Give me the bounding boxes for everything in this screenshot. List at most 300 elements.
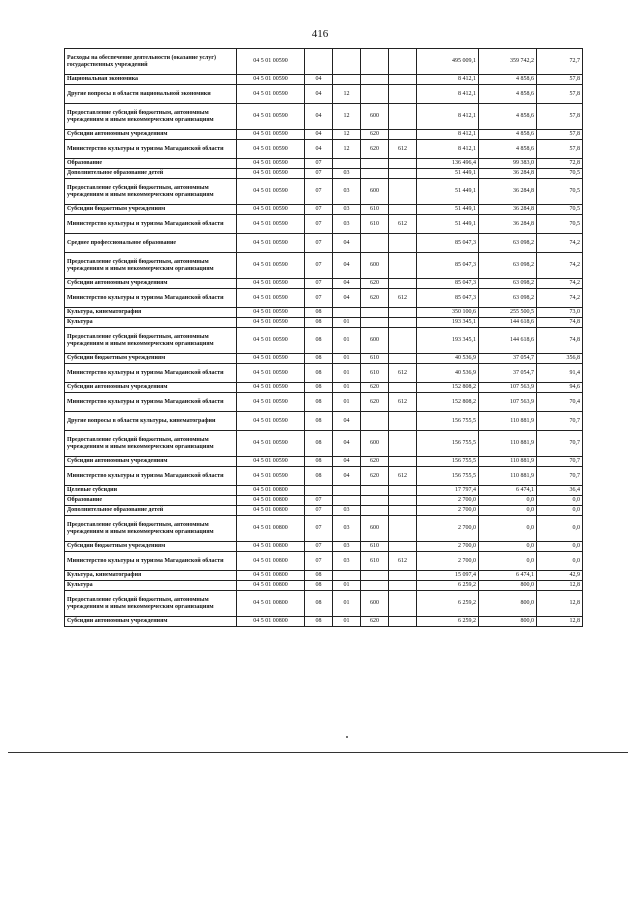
administrator-code — [389, 457, 417, 467]
section-code: 08 — [305, 571, 333, 581]
table-row — [65, 49, 583, 75]
execution-percent: 0,0 — [537, 506, 583, 516]
expense-type-code — [361, 486, 389, 496]
subsection-code: 03 — [333, 552, 361, 571]
subsection-code: 03 — [333, 542, 361, 552]
section-code: 08 — [305, 354, 333, 364]
administrator-code — [389, 591, 417, 617]
subsection-code: 04 — [333, 431, 361, 457]
expense-type-code — [361, 49, 389, 75]
section-code: 08 — [305, 617, 333, 627]
executed-amount: 110 881,9 — [479, 431, 537, 457]
target-article-code: 04 5 01 00590 — [237, 364, 305, 383]
executed-amount: 63 098,2 — [479, 289, 537, 308]
planned-amount: 2 700,0 — [417, 516, 479, 542]
administrator-code: 612 — [389, 289, 417, 308]
subsection-code: 03 — [333, 205, 361, 215]
table-row — [65, 85, 583, 104]
target-article-code: 04 5 01 00590 — [237, 457, 305, 467]
row-name: Среднее профессиональное образование — [65, 234, 237, 253]
administrator-code — [389, 328, 417, 354]
subsection-code: 03 — [333, 516, 361, 542]
executed-amount: 4 858,6 — [479, 75, 537, 85]
table-row — [65, 328, 583, 354]
administrator-code — [389, 571, 417, 581]
planned-amount: 40 536,9 — [417, 364, 479, 383]
table-row — [65, 159, 583, 169]
planned-amount: 2 700,0 — [417, 552, 479, 571]
target-article-code: 04 5 01 00800 — [237, 571, 305, 581]
subsection-code: 01 — [333, 318, 361, 328]
planned-amount: 350 100,6 — [417, 308, 479, 318]
table-row — [65, 431, 583, 457]
executed-amount: 36 284,8 — [479, 169, 537, 179]
target-article-code: 04 5 01 00800 — [237, 486, 305, 496]
subsection-code: 04 — [333, 253, 361, 279]
planned-amount: 51 449,1 — [417, 215, 479, 234]
section-code: 07 — [305, 253, 333, 279]
expense-type-code — [361, 506, 389, 516]
page-number: 416 — [311, 28, 329, 40]
administrator-code — [389, 75, 417, 85]
target-article-code: 04 5 01 00590 — [237, 140, 305, 159]
execution-percent: 74,2 — [537, 234, 583, 253]
table-row — [65, 591, 583, 617]
expense-type-code — [361, 169, 389, 179]
planned-amount: 6 259,2 — [417, 581, 479, 591]
planned-amount: 17 797,4 — [417, 486, 479, 496]
execution-percent: 74,2 — [537, 253, 583, 279]
table-row — [65, 552, 583, 571]
budget-table — [64, 48, 583, 627]
row-name: Дополнительное образование детей — [65, 506, 237, 516]
executed-amount: 800,0 — [479, 591, 537, 617]
planned-amount: 6 259,2 — [417, 591, 479, 617]
target-article-code: 04 5 01 00590 — [237, 234, 305, 253]
executed-amount: 0,0 — [479, 516, 537, 542]
execution-percent: 0,0 — [537, 496, 583, 506]
expense-type-code: 610 — [361, 205, 389, 215]
administrator-code — [389, 169, 417, 179]
expense-type-code — [361, 318, 389, 328]
expense-type-code: 600 — [361, 253, 389, 279]
planned-amount: 136 496,4 — [417, 159, 479, 169]
administrator-code — [389, 496, 417, 506]
expense-type-code: 620 — [361, 289, 389, 308]
planned-amount: 2 700,0 — [417, 496, 479, 506]
section-code: 08 — [305, 581, 333, 591]
table-row — [65, 130, 583, 140]
table-row — [65, 364, 583, 383]
row-name: Министерство культуры и туризма Магаданской области — [65, 289, 237, 308]
row-name: Образование — [65, 496, 237, 506]
section-code: 08 — [305, 591, 333, 617]
target-article-code: 04 5 01 00800 — [237, 542, 305, 552]
subsection-code: 04 — [333, 457, 361, 467]
expense-type-code: 600 — [361, 328, 389, 354]
table-row — [65, 506, 583, 516]
administrator-code — [389, 253, 417, 279]
table-row — [65, 140, 583, 159]
planned-amount: 193 345,1 — [417, 318, 479, 328]
row-name: Субсидии автономным учреждениям — [65, 457, 237, 467]
execution-percent: 356,8 — [537, 354, 583, 364]
table-row — [65, 104, 583, 130]
administrator-code — [389, 431, 417, 457]
executed-amount: 110 881,9 — [479, 412, 537, 431]
execution-percent: 94,6 — [537, 383, 583, 393]
row-name: Министерство культуры и туризма Магаданской области — [65, 467, 237, 486]
executed-amount: 110 881,9 — [479, 467, 537, 486]
subsection-code — [333, 486, 361, 496]
target-article-code: 04 5 01 00800 — [237, 617, 305, 627]
table-row — [65, 486, 583, 496]
expense-type-code: 620 — [361, 140, 389, 159]
table-row — [65, 318, 583, 328]
expense-type-code: 600 — [361, 516, 389, 542]
expense-type-code — [361, 571, 389, 581]
section-code: 07 — [305, 506, 333, 516]
bottom-rule — [8, 752, 628, 753]
subsection-code: 03 — [333, 169, 361, 179]
target-article-code: 04 5 01 00590 — [237, 412, 305, 431]
table-row — [65, 169, 583, 179]
executed-amount: 0,0 — [479, 506, 537, 516]
execution-percent: 70,5 — [537, 205, 583, 215]
target-article-code: 04 5 01 00590 — [237, 159, 305, 169]
section-code: 08 — [305, 308, 333, 318]
administrator-code — [389, 506, 417, 516]
administrator-code — [389, 486, 417, 496]
planned-amount: 85 047,3 — [417, 289, 479, 308]
subsection-code: 01 — [333, 383, 361, 393]
administrator-code — [389, 234, 417, 253]
row-name: Предоставление субсидий бюджетным, автономным учреждениям и иным некоммерческим организациям — [65, 516, 237, 542]
row-name: Культура — [65, 581, 237, 591]
row-name: Министерство культуры и туризма Магаданской области — [65, 140, 237, 159]
administrator-code — [389, 383, 417, 393]
expense-type-code: 620 — [361, 467, 389, 486]
subsection-code: 12 — [333, 85, 361, 104]
expense-type-code: 620 — [361, 279, 389, 289]
table-row — [65, 467, 583, 486]
target-article-code: 04 5 01 00590 — [237, 308, 305, 318]
section-code: 08 — [305, 467, 333, 486]
table-row — [65, 354, 583, 364]
planned-amount: 8 412,1 — [417, 130, 479, 140]
target-article-code: 04 5 01 00590 — [237, 215, 305, 234]
administrator-code — [389, 130, 417, 140]
executed-amount: 36 284,8 — [479, 215, 537, 234]
section-code: 04 — [305, 75, 333, 85]
expense-type-code: 600 — [361, 104, 389, 130]
expense-type-code: 600 — [361, 179, 389, 205]
expense-type-code: 610 — [361, 364, 389, 383]
executed-amount: 37 054,7 — [479, 364, 537, 383]
subsection-code — [333, 75, 361, 85]
planned-amount: 6 259,2 — [417, 617, 479, 627]
planned-amount: 15 097,4 — [417, 571, 479, 581]
administrator-code — [389, 159, 417, 169]
executed-amount: 37 054,7 — [479, 354, 537, 364]
table-row — [65, 179, 583, 205]
subsection-code: 03 — [333, 179, 361, 205]
executed-amount: 4 858,6 — [479, 104, 537, 130]
planned-amount: 51 449,1 — [417, 179, 479, 205]
executed-amount: 800,0 — [479, 617, 537, 627]
executed-amount: 144 618,6 — [479, 318, 537, 328]
target-article-code: 04 5 01 00590 — [237, 431, 305, 457]
table-row — [65, 571, 583, 581]
target-article-code: 04 5 01 00590 — [237, 253, 305, 279]
execution-percent: 70,5 — [537, 215, 583, 234]
expense-type-code: 610 — [361, 215, 389, 234]
planned-amount: 495 009,1 — [417, 49, 479, 75]
section-code: 07 — [305, 516, 333, 542]
target-article-code: 04 5 01 00590 — [237, 279, 305, 289]
executed-amount: 107 563,9 — [479, 393, 537, 412]
executed-amount: 4 858,6 — [479, 130, 537, 140]
subsection-code: 01 — [333, 354, 361, 364]
section-code — [305, 486, 333, 496]
target-article-code: 04 5 01 00590 — [237, 85, 305, 104]
execution-percent: 72,7 — [537, 49, 583, 75]
expense-type-code: 610 — [361, 354, 389, 364]
planned-amount: 152 808,2 — [417, 393, 479, 412]
target-article-code: 04 5 01 00590 — [237, 49, 305, 75]
section-code: 07 — [305, 159, 333, 169]
planned-amount: 8 412,1 — [417, 104, 479, 130]
row-name: Министерство культуры и туризма Магаданской области — [65, 364, 237, 383]
section-code: 07 — [305, 169, 333, 179]
planned-amount: 156 755,5 — [417, 457, 479, 467]
subsection-code: 01 — [333, 591, 361, 617]
row-name: Другие вопросы в области культуры, кинематографии — [65, 412, 237, 431]
table-row — [65, 542, 583, 552]
row-name: Предоставление субсидий бюджетным, автономным учреждениям и иным некоммерческим организациям — [65, 253, 237, 279]
row-name: Культура — [65, 318, 237, 328]
row-name: Субсидии автономным учреждениям — [65, 130, 237, 140]
administrator-code — [389, 85, 417, 104]
subsection-code: 04 — [333, 289, 361, 308]
section-code: 07 — [305, 279, 333, 289]
row-name: Предоставление субсидий бюджетным, автономным учреждениям и иным некоммерческим организациям — [65, 328, 237, 354]
target-article-code: 04 5 01 00590 — [237, 205, 305, 215]
section-code: 07 — [305, 215, 333, 234]
execution-percent: 12,8 — [537, 617, 583, 627]
administrator-code — [389, 318, 417, 328]
administrator-code — [389, 205, 417, 215]
execution-percent: 74,2 — [537, 289, 583, 308]
subsection-code — [333, 159, 361, 169]
subsection-code: 01 — [333, 581, 361, 591]
subsection-code: 01 — [333, 393, 361, 412]
expense-type-code: 600 — [361, 431, 389, 457]
executed-amount: 359 742,2 — [479, 49, 537, 75]
row-name: Национальная экономика — [65, 75, 237, 85]
administrator-code: 612 — [389, 215, 417, 234]
planned-amount: 2 700,0 — [417, 506, 479, 516]
executed-amount: 6 474,1 — [479, 486, 537, 496]
target-article-code: 04 5 01 00590 — [237, 393, 305, 412]
row-name: Другие вопросы в области национальной экономики — [65, 85, 237, 104]
executed-amount: 800,0 — [479, 581, 537, 591]
execution-percent: 0,0 — [537, 516, 583, 542]
target-article-code: 04 5 01 00590 — [237, 104, 305, 130]
table-row — [65, 75, 583, 85]
administrator-code — [389, 279, 417, 289]
table-row — [65, 412, 583, 431]
target-article-code: 04 5 01 00590 — [237, 289, 305, 308]
executed-amount: 4 858,6 — [479, 85, 537, 104]
expense-type-code — [361, 496, 389, 506]
executed-amount: 255 500,5 — [479, 308, 537, 318]
table-body — [65, 49, 583, 627]
row-name: Министерство культуры и туризма Магаданской области — [65, 393, 237, 412]
expense-type-code — [361, 234, 389, 253]
executed-amount: 36 284,8 — [479, 179, 537, 205]
planned-amount: 51 449,1 — [417, 205, 479, 215]
target-article-code: 04 5 01 00800 — [237, 506, 305, 516]
row-name: Культура, кинематография — [65, 308, 237, 318]
section-code: 08 — [305, 457, 333, 467]
expense-type-code: 610 — [361, 542, 389, 552]
execution-percent: 57,8 — [537, 104, 583, 130]
execution-percent: 74,2 — [537, 279, 583, 289]
administrator-code: 612 — [389, 552, 417, 571]
executed-amount: 107 563,9 — [479, 383, 537, 393]
section-code: 04 — [305, 140, 333, 159]
execution-percent: 0,0 — [537, 542, 583, 552]
execution-percent: 70,5 — [537, 179, 583, 205]
expense-type-code — [361, 412, 389, 431]
subsection-code: 01 — [333, 617, 361, 627]
section-code: 08 — [305, 431, 333, 457]
row-name: Образование — [65, 159, 237, 169]
planned-amount: 85 047,3 — [417, 279, 479, 289]
execution-percent: 70,5 — [537, 169, 583, 179]
execution-percent: 57,8 — [537, 130, 583, 140]
table-row — [65, 383, 583, 393]
scan-dot — [346, 736, 348, 738]
target-article-code: 04 5 01 00590 — [237, 354, 305, 364]
table-row — [65, 617, 583, 627]
expense-type-code — [361, 308, 389, 318]
execution-percent: 70,7 — [537, 431, 583, 457]
planned-amount: 2 700,0 — [417, 542, 479, 552]
subsection-code — [333, 571, 361, 581]
administrator-code — [389, 179, 417, 205]
execution-percent: 70,7 — [537, 412, 583, 431]
expense-type-code: 620 — [361, 383, 389, 393]
table-row — [65, 205, 583, 215]
administrator-code — [389, 308, 417, 318]
executed-amount: 0,0 — [479, 542, 537, 552]
row-name: Субсидии бюджетным учреждениям — [65, 354, 237, 364]
table-row — [65, 457, 583, 467]
table-row — [65, 393, 583, 412]
subsection-code — [333, 496, 361, 506]
expense-type-code — [361, 85, 389, 104]
section-code: 07 — [305, 205, 333, 215]
administrator-code — [389, 104, 417, 130]
target-article-code: 04 5 01 00800 — [237, 591, 305, 617]
row-name: Субсидии бюджетным учреждениям — [65, 542, 237, 552]
execution-percent: 70,7 — [537, 467, 583, 486]
section-code: 08 — [305, 393, 333, 412]
target-article-code: 04 5 01 00590 — [237, 328, 305, 354]
planned-amount: 85 047,3 — [417, 253, 479, 279]
table-row — [65, 234, 583, 253]
execution-percent: 12,8 — [537, 581, 583, 591]
expense-type-code: 620 — [361, 393, 389, 412]
table-row — [65, 581, 583, 591]
row-name: Министерство культуры и туризма Магаданской области — [65, 552, 237, 571]
section-code: 04 — [305, 130, 333, 140]
executed-amount: 63 098,2 — [479, 253, 537, 279]
expense-type-code — [361, 581, 389, 591]
planned-amount: 152 808,2 — [417, 383, 479, 393]
expense-type-code: 620 — [361, 130, 389, 140]
row-name: Субсидии автономным учреждениям — [65, 617, 237, 627]
expense-type-code: 620 — [361, 617, 389, 627]
execution-percent: 0,0 — [537, 552, 583, 571]
administrator-code — [389, 581, 417, 591]
planned-amount: 85 047,3 — [417, 234, 479, 253]
administrator-code: 612 — [389, 393, 417, 412]
row-name: Предоставление субсидий бюджетным, автономным учреждениям и иным некоммерческим организациям — [65, 179, 237, 205]
section-code: 07 — [305, 552, 333, 571]
execution-percent: 74,8 — [537, 318, 583, 328]
target-article-code: 04 5 01 00590 — [237, 318, 305, 328]
planned-amount: 8 412,1 — [417, 85, 479, 104]
row-name: Предоставление субсидий бюджетным, автономным учреждениям и иным некоммерческим организациям — [65, 431, 237, 457]
target-article-code: 04 5 01 00800 — [237, 552, 305, 571]
expense-type-code: 600 — [361, 591, 389, 617]
execution-percent: 70,4 — [537, 393, 583, 412]
row-name: Целевые субсидии — [65, 486, 237, 496]
execution-percent: 12,8 — [537, 591, 583, 617]
administrator-code — [389, 354, 417, 364]
row-name: Дополнительное образование детей — [65, 169, 237, 179]
administrator-code — [389, 412, 417, 431]
executed-amount: 63 098,2 — [479, 234, 537, 253]
expense-type-code: 620 — [361, 457, 389, 467]
target-article-code: 04 5 01 00590 — [237, 179, 305, 205]
row-name: Культура, кинематография — [65, 571, 237, 581]
administrator-code — [389, 542, 417, 552]
subsection-code: 04 — [333, 279, 361, 289]
subsection-code: 12 — [333, 104, 361, 130]
table-row — [65, 516, 583, 542]
executed-amount: 36 284,8 — [479, 205, 537, 215]
section-code: 04 — [305, 104, 333, 130]
subsection-code: 12 — [333, 130, 361, 140]
subsection-code — [333, 308, 361, 318]
planned-amount: 8 412,1 — [417, 140, 479, 159]
section-code: 08 — [305, 318, 333, 328]
planned-amount: 8 412,1 — [417, 75, 479, 85]
executed-amount: 63 098,2 — [479, 279, 537, 289]
executed-amount: 144 618,6 — [479, 328, 537, 354]
section-code: 04 — [305, 85, 333, 104]
subsection-code: 04 — [333, 412, 361, 431]
execution-percent: 74,8 — [537, 328, 583, 354]
administrator-code — [389, 49, 417, 75]
administrator-code — [389, 516, 417, 542]
subsection-code: 03 — [333, 215, 361, 234]
execution-percent: 42,9 — [537, 571, 583, 581]
